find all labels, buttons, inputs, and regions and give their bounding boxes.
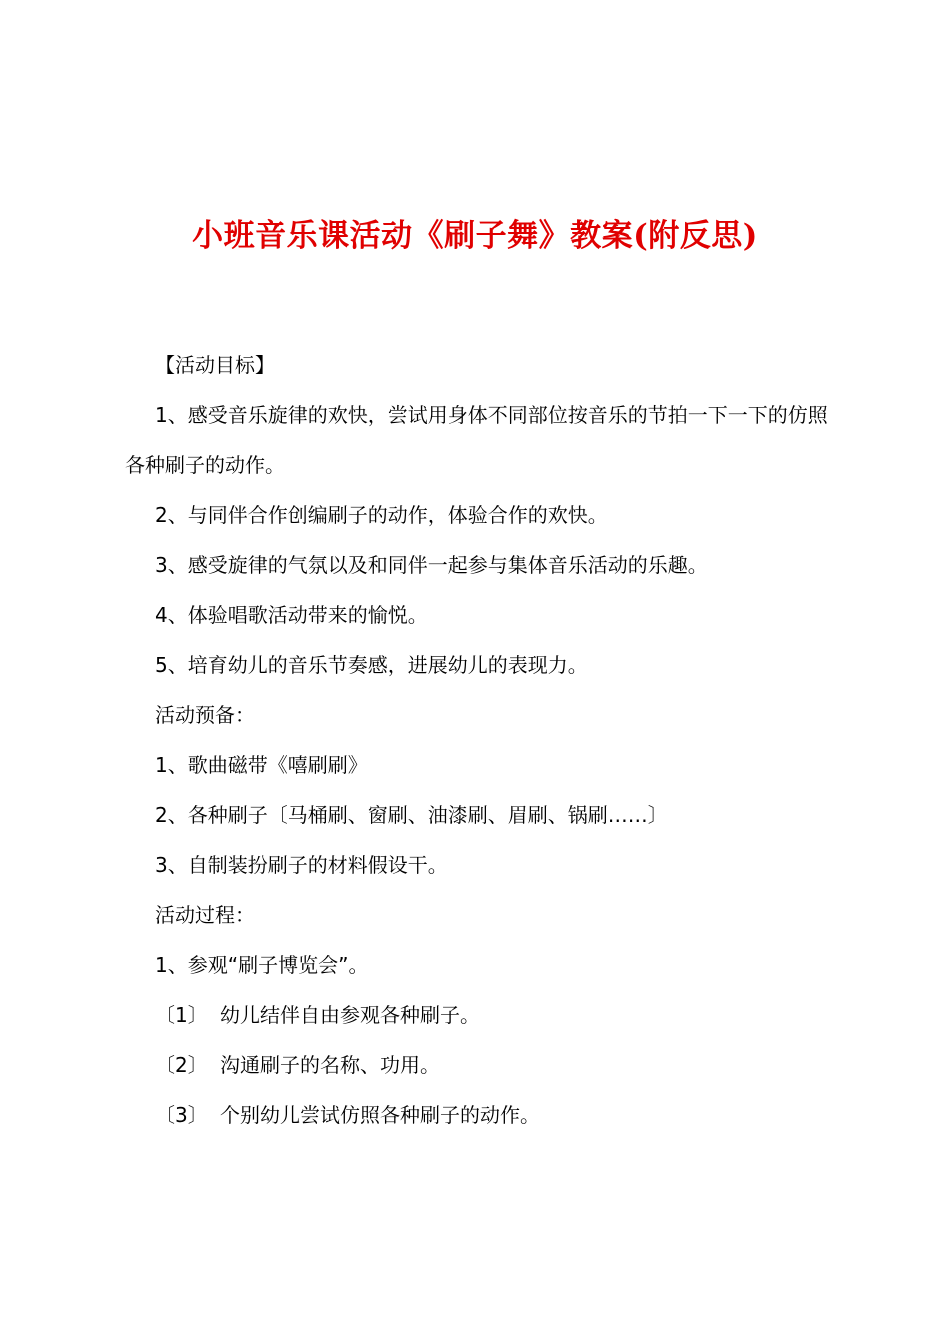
process-item-1: 1、参观“刷子博览会”。 xyxy=(155,953,369,977)
subitem-number: 〔1〕 xyxy=(155,1003,208,1027)
subitem-text: 沟通刷子的名称、功用。 xyxy=(220,1053,440,1077)
goal-item-5: 5、培育幼儿的音乐节奏感，进展幼儿的表现力。 xyxy=(155,653,588,677)
goal-item-3: 3、感受旋律的气氛以及和同伴一起参与集体音乐活动的乐趣。 xyxy=(155,553,708,577)
process-subitem-1 xyxy=(125,990,845,1040)
subitem-number: 〔2〕 xyxy=(155,1053,208,1077)
process-subitem-3 xyxy=(125,1090,845,1140)
prep-item-3: 3、自制装扮刷子的材料假设干。 xyxy=(155,853,448,877)
process-subitem-2 xyxy=(125,1040,845,1090)
goal-item-4: 4、体验唱歌活动带来的愉悦。 xyxy=(155,603,428,627)
document-body xyxy=(125,340,845,1140)
goal-item-2: 2、与同伴合作创编刷子的动作，体验合作的欢快。 xyxy=(155,503,608,527)
goals-heading: 【活动目标】 xyxy=(155,353,275,377)
subitem-text: 个别幼儿尝试仿照各种刷子的动作。 xyxy=(220,1103,540,1127)
goal-item-1: 1、感受音乐旋律的欢快，尝试用身体不同部位按音乐的节拍一下一下的仿照各种刷子的动作。 xyxy=(125,403,828,477)
subitem-number: 〔3〕 xyxy=(155,1103,208,1127)
process-heading: 活动过程： xyxy=(155,903,255,927)
prep-item-2: 2、各种刷子〔马桶刷、窗刷、油漆刷、眉刷、锅刷……〕 xyxy=(155,803,668,827)
prep-item-1: 1、歌曲磁带《嘻刷刷》 xyxy=(155,753,368,777)
prep-heading: 活动预备： xyxy=(155,703,255,727)
subitem-text: 幼儿结伴自由参观各种刷子。 xyxy=(220,1003,480,1027)
page-title: 小班音乐课活动《刷子舞》教案(附反思) xyxy=(192,218,758,254)
